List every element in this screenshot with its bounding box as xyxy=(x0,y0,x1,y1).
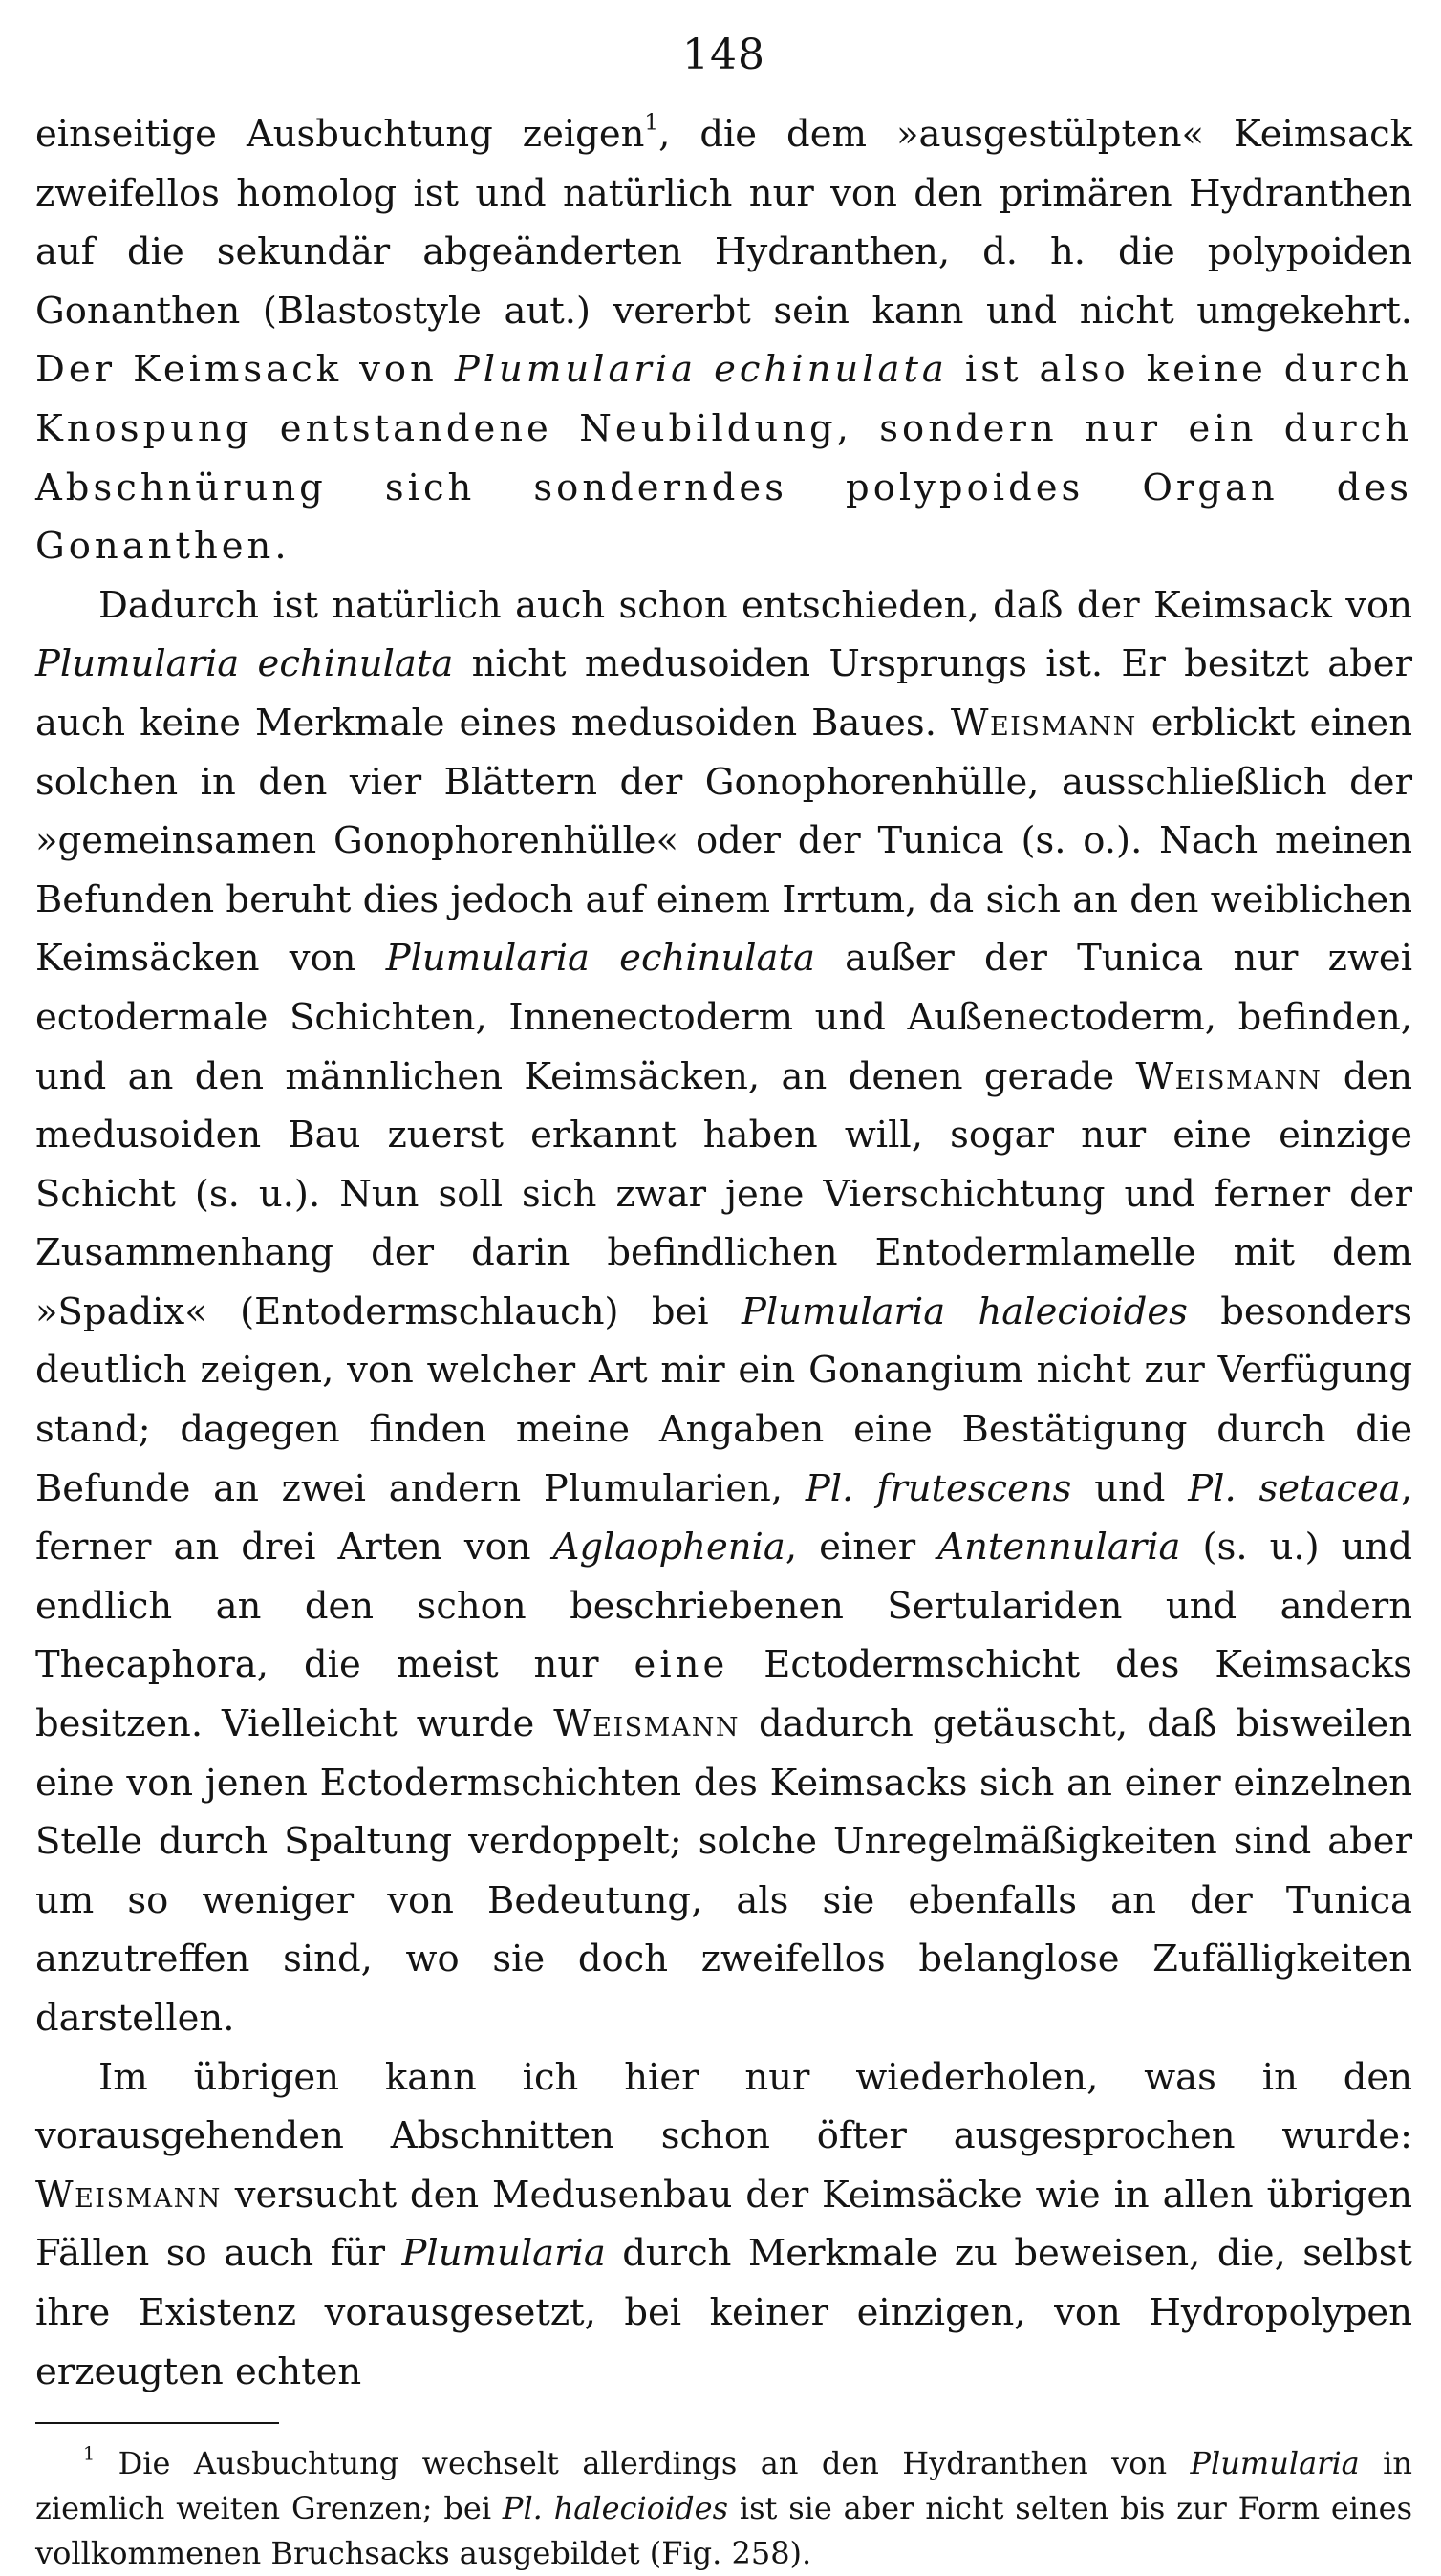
text-run: einseitige Ausbuchtung zeigen xyxy=(35,113,645,156)
footnote-marker: 1 xyxy=(644,110,659,136)
text-run: versucht den Medusenbau der Keimsäcke wie in allen übrigen Fällen so auch für xyxy=(35,2173,1412,2276)
italic-term: Plumularia echinulata xyxy=(35,642,454,686)
italic-term: Pl. halecioides xyxy=(502,2490,729,2527)
paragraph-1 xyxy=(35,105,1412,576)
spaced-italic-term: Plumularia echinulata xyxy=(454,348,948,392)
text-run: und xyxy=(1071,1466,1189,1510)
text-run: Die Ausbuchtung wechselt allerdings an den Hydranthen von xyxy=(95,2445,1191,2482)
italic-term: Pl. setacea xyxy=(1188,1466,1401,1510)
text-run: durch Merkmale zu beweisen, die, selbst ihre Existenz vorausgesetzt, bei keiner einzigen, von Hydropolypen erzeugten echten xyxy=(35,2232,1412,2393)
text-run: dadurch getäuscht, daß bisweilen eine von jenen Ectodermschichten des Keimsacks sich an einer einzelnen Stelle durch Spaltung verdoppelt; solche Unregelmäßigkeiten sind aber um so weniger von Bedeutung, als sie ebenfalls an der Tunica anzutreffen sind, wo sie doch zweifellos belanglose Zufälligkeiten darstellen. xyxy=(35,1702,1412,2040)
italic-term: Aglaophenia xyxy=(552,1526,785,1569)
text-run: in ziemlich weiten Grenzen; bei xyxy=(35,2445,1412,2527)
text-run: Im übrigen kann ich hier nur wiederholen, was in den vorausgehenden Abschnitten schon öfter ausgesprochen wurde: xyxy=(35,2055,1412,2158)
page-number: 148 xyxy=(682,31,765,79)
italic-term: Plumularia halecioides xyxy=(741,1289,1188,1333)
author-name: Weismann xyxy=(35,2173,222,2217)
footnote-marker: 1 xyxy=(83,2442,96,2465)
text-run: , einer xyxy=(785,1526,938,1569)
text-run: (s. u.) und endlich an den schon beschriebenen Sertulariden und andern Thecaphora, die meist nur xyxy=(35,1526,1412,1687)
footnote-divider xyxy=(35,2422,279,2424)
italic-term: Plumularia xyxy=(1190,2445,1360,2482)
text-run: außer der Tunica nur zwei ectodermale Schichten, Innenectoderm und Außenectoderm, befinden, und an den männlichen Keimsäcken, an denen gerade xyxy=(35,937,1413,1098)
text-run: Dadurch ist natürlich auch schon entschieden, daß der Keimsack von xyxy=(98,583,1412,627)
paragraph-2 xyxy=(35,576,1412,2048)
text-run: besonders deutlich zeigen, von welcher Art mir ein Gonangium nicht zur Verfügung stand; dagegen finden meine Angaben eine Bestätigung durch die Befunde an zwei andern Plumularien, xyxy=(35,1289,1412,1510)
paragraph-3 xyxy=(35,2048,1412,2402)
text-run: , die dem »ausgestülpten« Keimsack zweifellos homolog ist und natürlich nur von den primären Hydranthen auf die sekundär abgeänderten Hydranthen, d. h. die polypoiden Gonanthen (Blastostyle aut.) vererbt sein kann und nicht umgekehrt. xyxy=(35,113,1412,333)
text-run: Ectodermschicht des Keimsacks besitzen. Vielleicht wurde xyxy=(35,1643,1413,1746)
text-run: den medusoiden Bau zuerst erkannt haben will, sogar nur eine einzige Schicht (s. u.). Nun soll sich zwar jene Vierschichtung und ferner der Zusammenhang der darin befindlichen Entodermlamelle mit dem »Spadix« (Entodermschlauch) bei xyxy=(35,1054,1412,1333)
text-run: nicht medusoiden Ursprungs ist. Er besitzt aber auch keine Merkmale eines medusoiden Baues. xyxy=(35,642,1412,745)
text-run: erblickt einen solchen in den vier Blättern der Gonophorenhülle, ausschließlich der »gemeinsamen Gonophorenhülle« oder der Tunica (s. o.). Nach meinen Befunden beruht dies jedoch auf einem Irrtum, da sich an den weiblichen Keimsäcken von xyxy=(35,701,1412,981)
spaced-emphasis: eine xyxy=(634,1643,729,1687)
italic-term: Pl. frutescens xyxy=(805,1466,1072,1510)
author-name: Weismann xyxy=(950,701,1137,745)
text-run: ist sie aber nicht selten bis zur Form eines vollkommenen Bruchsacks ausgebildet (Fig. 258). xyxy=(35,2490,1413,2572)
italic-term: Plumularia echinulata xyxy=(385,937,815,981)
author-name: Weismann xyxy=(1135,1054,1323,1098)
italic-term: Plumularia xyxy=(401,2232,606,2276)
footnote xyxy=(35,2441,1412,2576)
spaced-emphasis: Der Keimsack von xyxy=(35,348,455,392)
italic-term: Antennularia xyxy=(937,1526,1181,1569)
spaced-emphasis: ist also keine durch Knospung entstandene Neubildung, sondern nur ein durch Abschnürung sich sonderndes polypoides Organ des Gonanthen. xyxy=(35,348,1412,569)
author-name: Weismann xyxy=(553,1702,741,1746)
text-run: , ferner an drei Arten von xyxy=(35,1466,1412,1569)
